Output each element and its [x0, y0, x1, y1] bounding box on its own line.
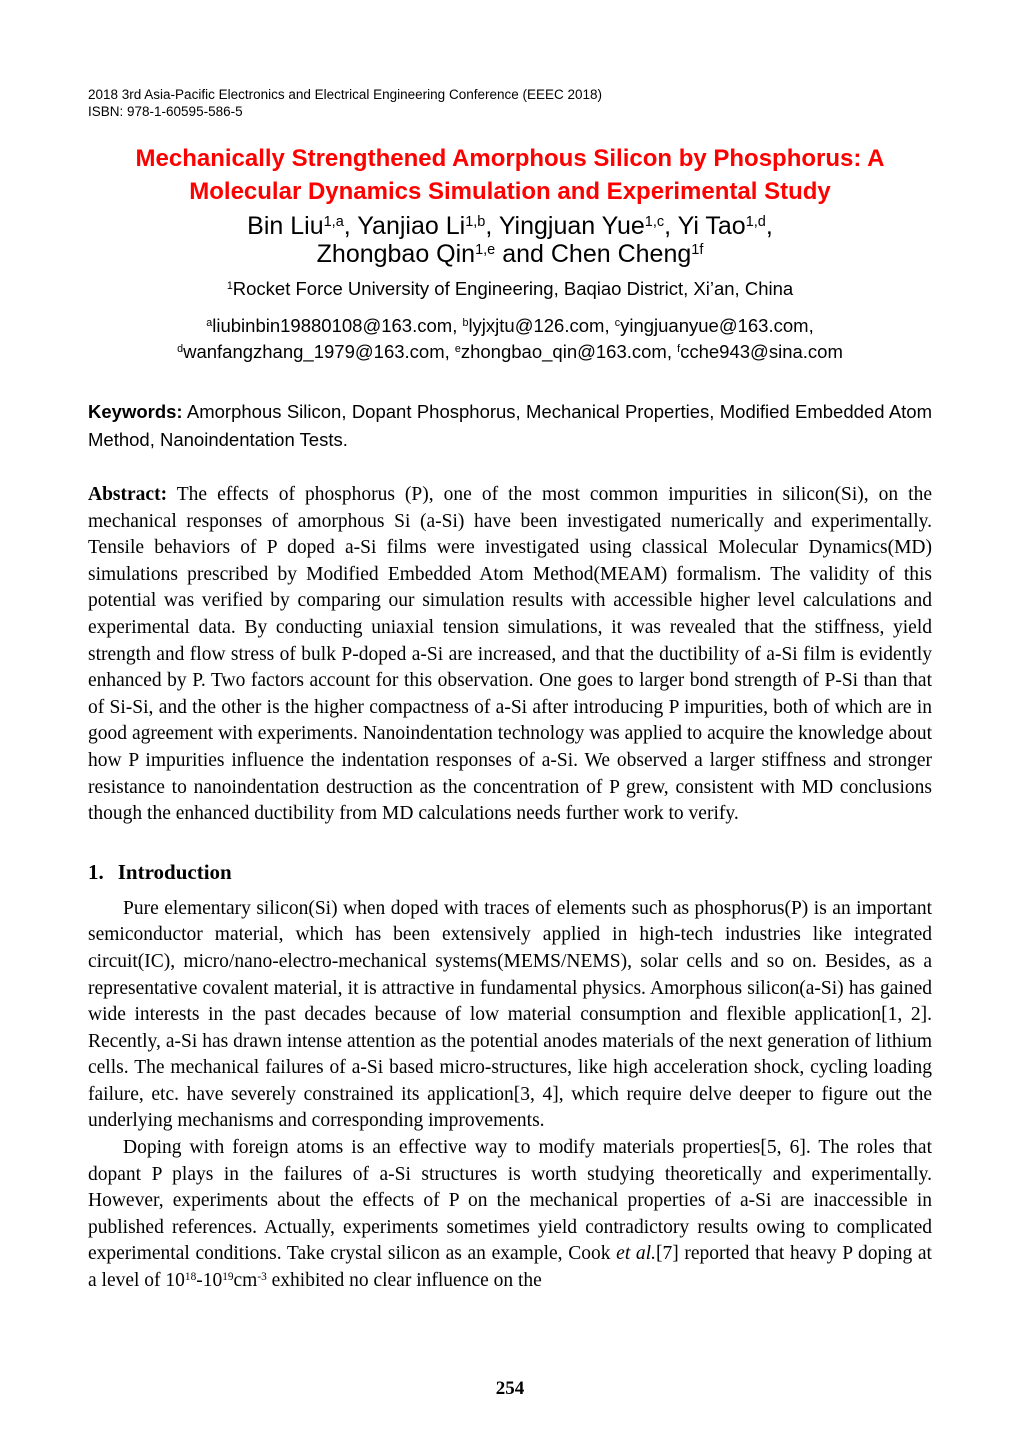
email-address: liubinbin19880108@163.com: [212, 315, 453, 336]
author-name: Yi Tao: [677, 212, 746, 240]
email-sup: b: [462, 317, 469, 330]
author-name: Zhongbao Qin: [316, 240, 476, 268]
affiliation-text: Rocket Force University of Engineering, Baqiao District, Xi’an, China: [232, 278, 794, 299]
email-sup: a: [206, 317, 213, 330]
affiliation-sup: 1: [226, 280, 233, 293]
introduction-paragraph-2: [88, 1135, 932, 1295]
paragraph-text: -10: [196, 1270, 223, 1292]
exponent-sup: -3: [257, 1270, 267, 1283]
authors-line-1: [88, 212, 932, 240]
author-sup: 1f: [691, 242, 704, 259]
email-address: wanfangzhang_1979@163.com: [183, 341, 445, 362]
email-address: cche943@sina.com: [680, 341, 843, 362]
conference-line: 2018 3rd Asia-Pacific Electronics and Electrical Engineering Conference (EEEC 2018): [88, 87, 603, 102]
author-separator: ,: [485, 212, 499, 240]
et-al-italic: et al.: [616, 1243, 656, 1265]
paragraph-text: exhibited no clear influence on the: [266, 1270, 542, 1292]
email-separator: ,: [808, 315, 814, 336]
paragraph-text: cm: [233, 1270, 258, 1292]
abstract-paragraph: [88, 482, 932, 828]
email-sup: e: [454, 343, 461, 356]
author-sup: 1,c: [644, 214, 665, 231]
author-name: Yanjiao Li: [357, 212, 466, 240]
heading-title: Introduction: [117, 859, 232, 884]
author-name: Chen Cheng: [550, 240, 692, 268]
abstract-text: The effects of phosphorus (P), one of the most common impurities in silicon(Si), on the mechanical responses of amorphous Si (a-Si) have been investigated numerically and experimentally. Tensile behaviors of P doped a-Si films were investigated using classical Molecular Dynamics(MD) simulations prescribed by Modified Embedded Atom Method(MEAM) formalism. The validity of this potential was verified by comparing our simulation results with accessible higher level calculations and experimental data. By conducting uniaxial tension simulations, it was revealed that the stiffness, yield strength and flow stress of bulk P-doped a-Si are increased, and that the ductibility of a-Si film is evidently enhanced by P. Two factors account for this observation. One goes to larger bond strength of P-Si than that of Si-Si, and the other is the higher compactness of a-Si after introducing P impurities, both of which are in good agreement with experiments. Nanoindentation technology was applied to acquire the knowledge about how P impurities influence the indentation responses of a-Si. We observed a larger stiffness and stronger resistance to nanoindentation destruction as the concentration of P grew, consistent with MD conclusions though the enhanced ductibility from MD calculations needs further work to verify.: [88, 484, 932, 825]
keywords-text: Amorphous Silicon, Dopant Phosphorus, Mechanical Properties, Modified Embedded Atom Method, Nanoindentation Tests.: [88, 401, 932, 450]
paragraph-text: Doping with foreign atoms is an effective way to modify materials properties[5, 6]. The roles that dopant P plays in the failures of a-Si structures is worth studying theoretically and experimentally. However, experiments about the effects of P on the mechanical properties of a-Si are inaccessible in published references. Actually, experiments sometimes yield contradictory results owing to complicated experimental conditions. Take crystal silicon as an example, Cook: [88, 1137, 932, 1265]
email-separator: ,: [444, 341, 455, 362]
affiliation: [88, 277, 932, 301]
authors-line-2: [88, 240, 932, 268]
email-sup: d: [177, 343, 184, 356]
author-sup: 1,d: [745, 214, 766, 231]
page-number: 254: [495, 1378, 525, 1399]
author-separator: and: [495, 240, 551, 268]
exponent-sup: 19: [222, 1270, 234, 1283]
email-separator: ,: [666, 341, 678, 362]
isbn-line: ISBN: 978-1-60595-586-5: [88, 104, 243, 119]
heading-number: 1.: [88, 859, 104, 884]
emails-line-1: [88, 313, 932, 339]
exponent-sup: 18: [184, 1270, 197, 1283]
keywords-paragraph: [88, 398, 932, 453]
email-address: yingjuanyue@163.com: [620, 315, 809, 336]
author-name: Bin Liu: [247, 212, 324, 240]
keywords-label: Keywords:: [88, 401, 183, 422]
paragraph-text: [7] reported that heavy P doping at a level of 10: [88, 1243, 932, 1292]
emails-line-2: [88, 339, 932, 365]
author-sup: 1,a: [323, 214, 344, 231]
author-emails: [88, 313, 932, 365]
email-separator: ,: [452, 315, 463, 336]
author-name: Yingjuan Yue: [498, 212, 645, 240]
conference-header: [88, 86, 932, 120]
email-address: lyjxjtu@126.com: [468, 315, 605, 336]
paper-title-line-2: Molecular Dynamics Simulation and Experimental Study: [189, 178, 831, 205]
author-separator: ,: [765, 212, 773, 240]
paper-title: [108, 142, 912, 208]
author-separator: ,: [664, 212, 678, 240]
email-address: zhongbao_qin@163.com: [460, 341, 667, 362]
email-sup: c: [614, 317, 621, 330]
introduction-heading: [88, 858, 932, 886]
authors: [88, 212, 932, 268]
paper-title-line-1: Mechanically Strengthened Amorphous Silicon by Phosphorus: A: [135, 145, 885, 172]
introduction-paragraph-1: Pure elementary silicon(Si) when doped with traces of elements such as phosphorus(P) is an important semiconductor material, which has been extensively applied in high-tech industries like integrated circuit(IC), micro/nano-electro-mechanical systems(MEMS/NEMS), solar cells and so on. Besides, as a representative covalent material, it is attractive in fundamental physics. Amorphous silicon(a-Si) has gained wide interests in the past decades because of low material consumption and flexible application[1, 2]. Recently, a-Si has drawn intense attention as the potential anodes materials of the next generation of lithium cells. The mechanical failures of a-Si based micro-structures, like high acceleration shock, cycling loading failure, etc. have severely constrained its application[3, 4], which require delve deeper to figure out the underlying mechanisms and corresponding improvements.: [88, 897, 932, 1132]
email-sup: f: [677, 343, 681, 356]
author-separator: ,: [343, 212, 358, 240]
abstract-label: Abstract:: [88, 484, 168, 505]
author-sup: 1,e: [475, 242, 496, 259]
author-sup: 1,b: [465, 214, 486, 231]
email-separator: ,: [604, 315, 615, 336]
